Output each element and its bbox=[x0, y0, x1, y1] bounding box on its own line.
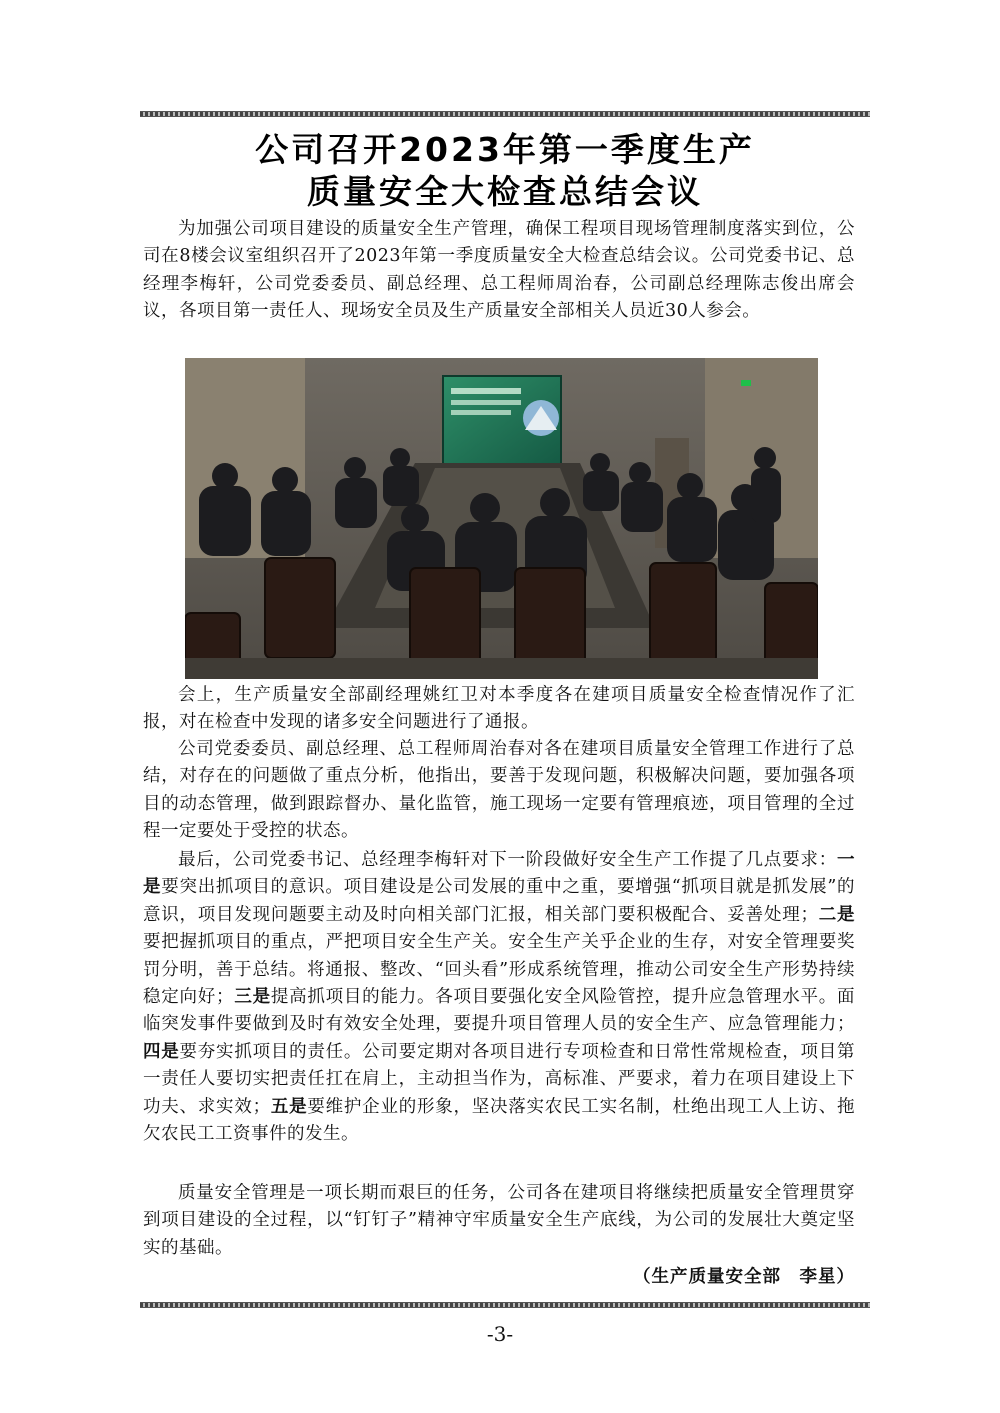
requirements-intro: 最后，公司党委书记、总经理李梅轩对下一阶段做好安全生产工作提了几点要求： bbox=[178, 850, 837, 870]
bottom-decorative-rule bbox=[140, 1302, 870, 1308]
requirement-4-text: 要夯实抓项目的责任。公司要定期对各项目进行专项检查和日常性常规检查，项目第一责任人要切实把责任扛在肩上，主动担当作为，高标准、严要求，着力在项目建设上下功夫、求实效； bbox=[143, 1041, 856, 1117]
requirement-3-label: 三是 bbox=[234, 987, 271, 1008]
requirement-1-text: 要突出抓项目的意识。项目建设是公司发展的重中之重，要增强“抓项目就是抓发展”的意识，项目发现问题要主动及时向相关部门汇报，相关部门要积极配合、妥善处理； bbox=[143, 877, 856, 925]
paragraph-report: 会上，生产质量安全部副经理姚红卫对本季度各在建项目质量安全检查情况作了汇报，对在检查中发现的诸多安全问题进行了通报。 bbox=[143, 685, 855, 733]
author-byline: （生产质量安全部 李星） bbox=[633, 1267, 855, 1287]
paragraph-conclusion: 质量安全管理是一项长期而艰巨的任务，公司各在建项目将继续把质量安全管理贯穿到项目建设的全过程，以“钉钉子”精神守牢质量安全生产底线，为公司的发展壮大奠定坚实的基础。 bbox=[143, 1183, 855, 1258]
requirement-2-text: 要把握抓项目的重点，严把项目安全生产关。安全生产关乎企业的生存，对安全管理要奖罚分明，善于总结。将通报、整改、“回头看”形成系统管理，推动公司安全生产形势持续稳定向好； bbox=[143, 932, 855, 1008]
top-decorative-rule bbox=[140, 111, 870, 117]
paragraph-summary: 公司党委委员、副总经理、总工程师周治春对各在建项目质量安全管理工作进行了总结，对存在的问题做了重点分析，他指出，要善于发现问题，积极解决问题，要加强各项目的动态管理，做到跟踪督办、量化监管，施工现场一定要有管理痕迹，项目管理的全过程一定要处于受控的状态。 bbox=[143, 739, 855, 842]
meeting-photo-illustration bbox=[185, 358, 818, 679]
requirement-5-text: 要维护企业的形象，坚决落实农民工实名制，杜绝出现工人上访、拖欠农民工工资事件的发生。 bbox=[143, 1096, 856, 1145]
meeting-photo bbox=[185, 358, 818, 679]
requirement-2-label: 二是 bbox=[818, 904, 856, 925]
article-title-line-1: 公司召开2023年第一季度生产 bbox=[255, 130, 755, 169]
requirement-3-text: 提高抓项目的能力。各项目要强化安全风险管控，提升应急管理水平。面临突发事件要做到及时有效安全处理，要提升项目管理人员的安全生产、应急管理能力； bbox=[143, 987, 856, 1035]
paragraph-requirements bbox=[143, 847, 855, 1148]
paragraph-intro: 为加强公司项目建设的质量安全生产管理，确保工程项目现场管理制度落实到位，公司在8楼会议室组织召开了2023年第一季度质量安全大检查总结会议。公司党委书记、总经理李梅轩，公司党委委员、副总经理、总工程师周治春，公司副总经理陈志俊出席会议，各项目第一责任人、现场安全员及生产质量安全部相关人员近30人参会。 bbox=[143, 219, 855, 322]
page-number: -3- bbox=[486, 1322, 514, 1346]
requirement-5-label: 五是 bbox=[270, 1096, 308, 1117]
requirement-4-label: 四是 bbox=[143, 1041, 180, 1062]
article-title-line-2: 质量安全大检查总结会议 bbox=[307, 172, 703, 211]
requirement-1-label: 一是 bbox=[143, 850, 855, 898]
